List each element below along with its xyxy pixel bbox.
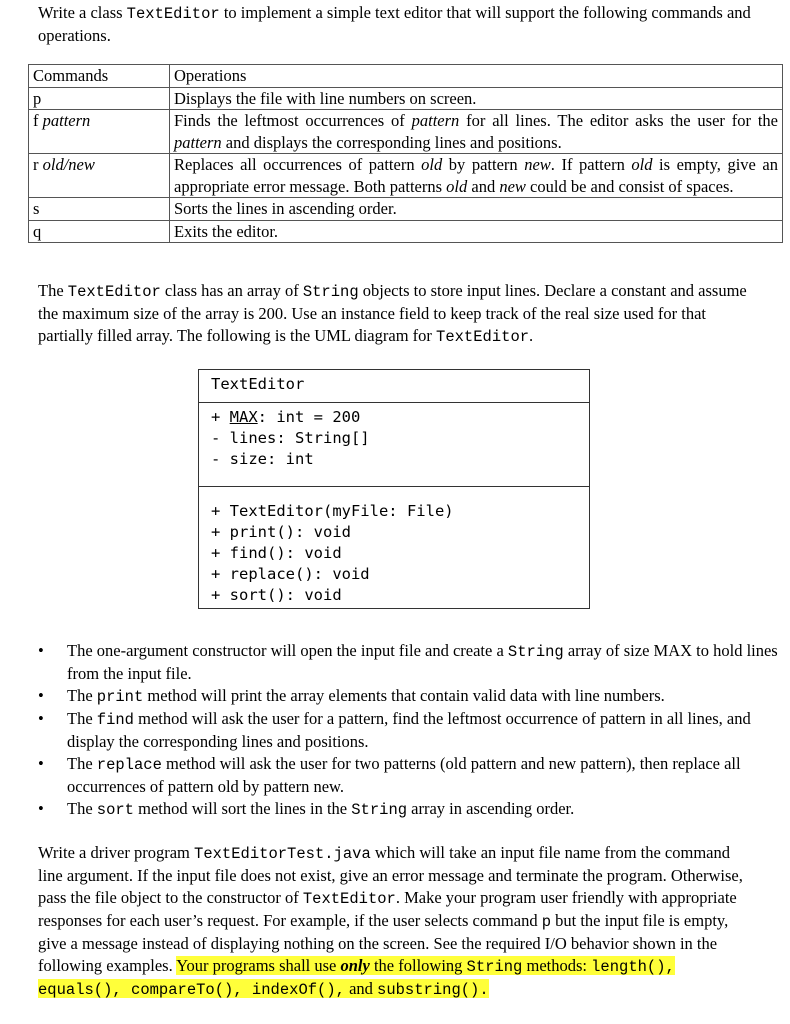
bullet-text: The <box>67 709 97 728</box>
commands-table <box>28 64 783 243</box>
table-row <box>29 220 783 243</box>
bullet-text: array of size MAX to hold lines from the input file. <box>67 641 778 683</box>
code-texteditor: TextEditor <box>67 283 161 301</box>
bullet-text: method will sort the lines in the <box>134 799 352 818</box>
highlight-text: and <box>349 979 378 998</box>
uml-operations <box>199 487 589 610</box>
driver-text: but the input file is empty, give a message instead of displaying nothing on the screen. See the required I/O behavior shown in the following examples. <box>38 911 729 975</box>
command-cell: s <box>29 198 170 221</box>
command-r-text: r old/new <box>33 155 95 174</box>
code-string: String <box>351 801 408 819</box>
operation-cell: Sorts the lines in ascending order. <box>170 198 783 221</box>
uml-attr-size: - size: int <box>211 450 314 468</box>
para-text: . <box>529 326 534 345</box>
operation-cell: Exits the editor. <box>170 220 783 243</box>
para-text: class has an array of <box>160 281 303 300</box>
para-text: objects to store input lines. Declare a constant and assume the maximum size of the array is 200. Use an instance field to keep track of the real size used for that partially filled array. The following is the UML diagram for <box>38 281 747 345</box>
list-item <box>67 685 787 708</box>
command-f-text: f pattern <box>33 111 91 130</box>
code-string: String <box>302 283 359 301</box>
list-item <box>67 708 787 753</box>
code-texteditor: TextEditor <box>126 5 220 23</box>
bullet-text: array in ascending order. <box>407 799 575 818</box>
intro-text: to implement a simple text editor that will support the following commands and operations. <box>38 3 751 45</box>
list-item <box>67 640 787 685</box>
operation-f-text: Finds the leftmost occurrences of pattern for all lines. The editor asks the user for the pattern and displays the corresponding lines and positions. <box>174 111 778 152</box>
command-cell: p <box>29 87 170 110</box>
code-print: print <box>96 688 144 706</box>
code-replace: replace <box>96 756 162 774</box>
uml-op-replace: + replace(): void <box>211 565 370 583</box>
uml-static-name: MAX <box>229 408 258 426</box>
operation-cell <box>170 154 783 198</box>
table-row <box>29 198 783 221</box>
uml-attr-lines: - lines: String[] <box>211 429 370 447</box>
uml-op-find: + find(): void <box>211 544 342 562</box>
uml-class-name: TextEditor <box>199 370 589 403</box>
driver-text: Write a driver program <box>38 843 195 862</box>
header-commands: Commands <box>29 65 170 88</box>
table-header-row <box>29 65 783 88</box>
code-methods: length(), equals(), compareTo(), indexOf(), <box>38 958 675 999</box>
uml-attr-type: : int = 200 <box>257 408 361 426</box>
bullet-text: method will ask the user for two patterns (old pattern and new pattern), then replace all occurrences of pattern old by pattern new. <box>67 754 741 796</box>
bullet-text: The <box>67 799 97 818</box>
table-row <box>29 110 783 154</box>
operation-cell <box>170 110 783 154</box>
uml-attr-max <box>211 407 577 428</box>
bullet-text: method will ask the user for a pattern, find the leftmost occurrence of pattern in all lines, and display the corresponding lines and positions. <box>67 709 751 751</box>
para-text: The <box>38 281 68 300</box>
bullet-text: method will print the array elements that contain valid data with line numbers. <box>143 686 665 705</box>
code-sort: sort <box>96 801 134 819</box>
bullet-text: The <box>67 754 97 773</box>
operation-r-text: Replaces all occurrences of pattern old by pattern new. If pattern old is empty, give an appropriate error message. Both patterns old and new could be and consist of spaces. <box>174 155 778 196</box>
code-texteditor: TextEditor <box>436 328 530 346</box>
bullet-text: The <box>67 686 97 705</box>
code-string: String <box>466 958 523 976</box>
driver-text: . Make your program user friendly with appropriate responses for each user’s request. For example, if the user selects command <box>38 888 737 930</box>
uml-visibility: + <box>211 408 230 426</box>
code-test-file: TextEditorTest.java <box>194 845 371 863</box>
intro-text: Write a class <box>38 3 127 22</box>
code-string: String <box>507 643 564 661</box>
highlight-text: methods: <box>522 956 592 975</box>
highlight-text: Your programs shall use <box>176 956 341 975</box>
header-operations: Operations <box>170 65 783 88</box>
code-find: find <box>96 711 134 729</box>
table-row <box>29 154 783 198</box>
list-item <box>67 753 787 798</box>
method-bullet-list <box>38 640 787 821</box>
texteditor-description <box>38 280 758 348</box>
table-row <box>29 87 783 110</box>
intro-paragraph <box>38 2 758 47</box>
uml-op-print: + print(): void <box>211 523 351 541</box>
code-p: p <box>541 913 552 931</box>
driver-paragraph <box>38 842 758 1001</box>
command-cell <box>29 110 170 154</box>
uml-attributes <box>199 403 589 487</box>
driver-text: which will take an input file name from the command line argument. If the input file does not exist, give an error message and terminate the program. Otherwise, pass the file object to the constructor of <box>38 843 743 907</box>
uml-op-constructor: + TextEditor(myFile: File) <box>211 502 454 520</box>
highlight-only: only <box>340 956 370 975</box>
list-item <box>67 798 787 821</box>
uml-class-diagram <box>198 369 590 609</box>
highlight-text: the following <box>369 956 467 975</box>
code-texteditor: TextEditor <box>302 890 396 908</box>
bullet-text: The one-argument constructor will open the input file and create a <box>67 641 508 660</box>
command-cell: q <box>29 220 170 243</box>
operation-cell: Displays the file with line numbers on screen. <box>170 87 783 110</box>
code-substring: substring(). <box>377 981 489 999</box>
command-cell <box>29 154 170 198</box>
uml-op-sort: + sort(): void <box>211 586 342 604</box>
